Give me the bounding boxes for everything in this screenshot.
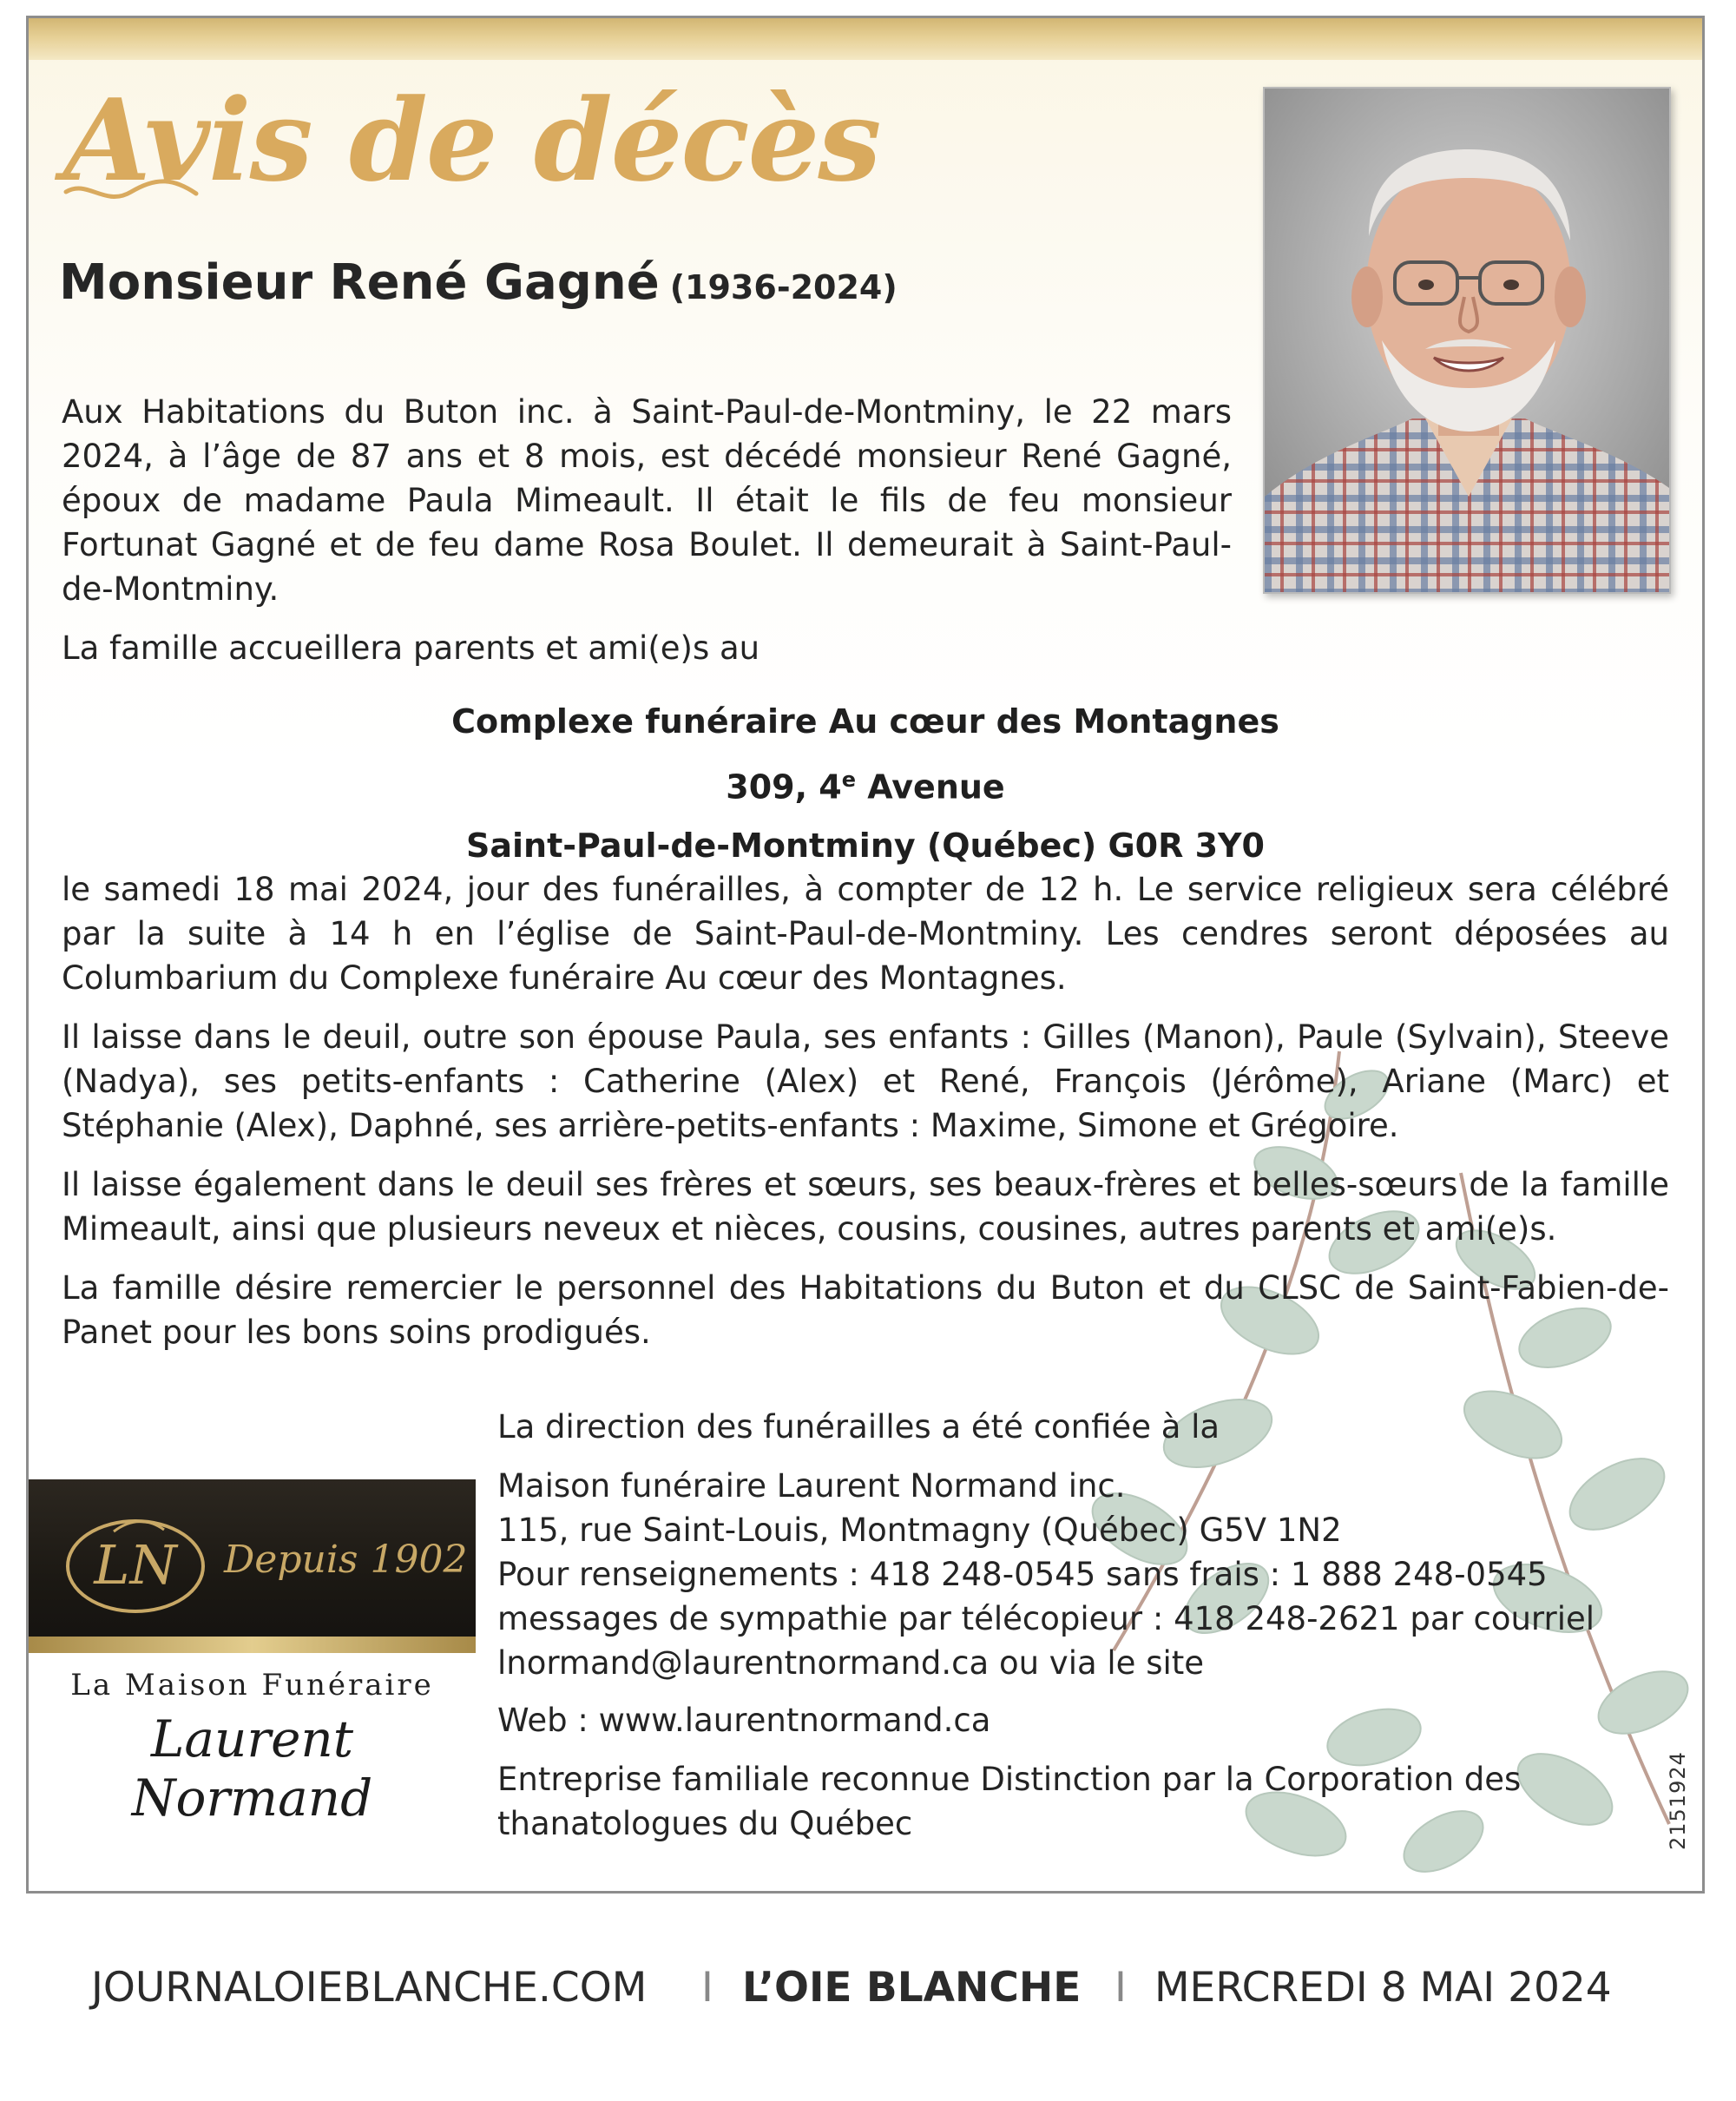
- ad-reference-number: 2151924: [1666, 1751, 1690, 1850]
- footer-website: JOURNALOIEBLANCHE.COM: [91, 1964, 648, 2012]
- venue-street-number: 309, 4: [726, 767, 842, 807]
- logo-brand-name: Laurent Normand: [131, 1709, 373, 1828]
- deceased-name-line: [59, 254, 898, 311]
- ln-monogram-text: LN: [94, 1533, 177, 1597]
- logo-label: La Maison Funéraire: [70, 1668, 434, 1703]
- paragraph-service-details: le samedi 18 mai 2024, jour des funérailles, à compter de 12 h. Le service religieux sera célébré par la suite à 14 h en l’église de Saint-Paul-de-Montminy. Les cendres seront déposées au Columbarium du Complexe funéraire Au cœur des Montagnes.: [62, 871, 1669, 997]
- venue-street-sup: e: [841, 767, 856, 792]
- funeral-home-web: Web : www.laurentnormand.ca: [497, 1702, 991, 1739]
- funeral-home-contact: Pour renseignements : 418 248-0545 sans frais : 1 888 248-0545 messages de sympathie par télécopieur : 418 248-2621 par courriel lnormand@laurentnormand.ca ou via le site: [497, 1556, 1595, 1682]
- paragraph-death-announcement: Aux Habitations du Buton inc. à Saint-Paul-de-Montminy, le 22 mars 2024, à l’âge de 87 ans et 8 mois, est décédé monsieur René Gagné, époux de madame Paula Mimeault. Il était le fils de feu monsieur Fortunat Gagné et de feu dame Rosa Boulet. Il demeurait à Saint-Paul-de-Montminy.: [62, 393, 1232, 608]
- details-block: [62, 867, 1669, 1369]
- footer-newspaper-name: L’OIE BLANCHE: [742, 1964, 1082, 2012]
- deceased-name: Monsieur René Gagné: [59, 254, 660, 311]
- intro-block: [62, 390, 1232, 685]
- footer-separator: I: [1115, 1964, 1127, 2012]
- venue-block: [62, 693, 1669, 875]
- paragraph-extended-family: Il laisse également dans le deuil ses frères et sœurs, ses beaux-frères et belles-sœurs de la famille Mimeault, ainsi que plusieurs neveux et nièces, cousins, cousines, autres parents et ami(e)s.: [62, 1166, 1669, 1248]
- headline-avis-de-deces: Avis de décès: [63, 74, 880, 207]
- funeral-home-address: 115, rue Saint-Louis, Montmagny (Québec) G5V 1N2: [497, 1512, 1342, 1549]
- footer-separator: I: [701, 1964, 713, 2012]
- gold-header-band: [29, 18, 1702, 60]
- funeral-home-distinction: Entreprise familiale reconnue Distinction par la Corporation des thanatologues du Québec: [497, 1761, 1522, 1842]
- deceased-years: (1936-2024): [669, 268, 898, 306]
- logo-gold-bar: [29, 1637, 476, 1653]
- ln-monogram-icon: [62, 1514, 209, 1618]
- portrait-photo: [1263, 87, 1671, 594]
- venue-street-rest: Avenue: [856, 767, 1005, 807]
- funeral-home-intro: La direction des funérailles a été confiée à la: [497, 1408, 1220, 1446]
- newspaper-footer: [0, 1964, 1736, 2016]
- footer-date: MERCREDI 8 MAI 2024: [1154, 1964, 1612, 2012]
- venue-street: [62, 751, 1669, 817]
- paragraph-family-survivors: Il laisse dans le deuil, outre son épouse Paula, ses enfants : Gilles (Manon), Paule (Sylvain), Steeve (Nadya), ses petits-enfants : Catherine (Alex) et René, François (Jérôme), Ariane (Marc) et Stéphanie (Alex), Daphné, ses arrière-petits-enfants : Maxime, Simone et Grégoire.: [62, 1018, 1669, 1144]
- portrait-illustration: [1265, 89, 1669, 592]
- venue-city: Saint-Paul-de-Montminy (Québec) G0R 3Y0: [465, 826, 1265, 865]
- funeral-home-name: Maison funéraire Laurent Normand inc.: [497, 1467, 1126, 1505]
- paragraph-thanks: La famille désire remercier le personnel des Habitations du Buton et du CLSC de Saint-Fabien-de-Panet pour les bons soins prodigués.: [62, 1269, 1669, 1351]
- logo-since-text: Depuis 1902: [224, 1538, 468, 1582]
- headline-swirl-ornament: [62, 175, 201, 209]
- venue-name: Complexe funéraire Au cœur des Montagnes: [451, 702, 1279, 741]
- obituary-notice: [26, 16, 1705, 1894]
- paragraph-visitation-intro: La famille accueillera parents et ami(e)s au: [62, 629, 760, 667]
